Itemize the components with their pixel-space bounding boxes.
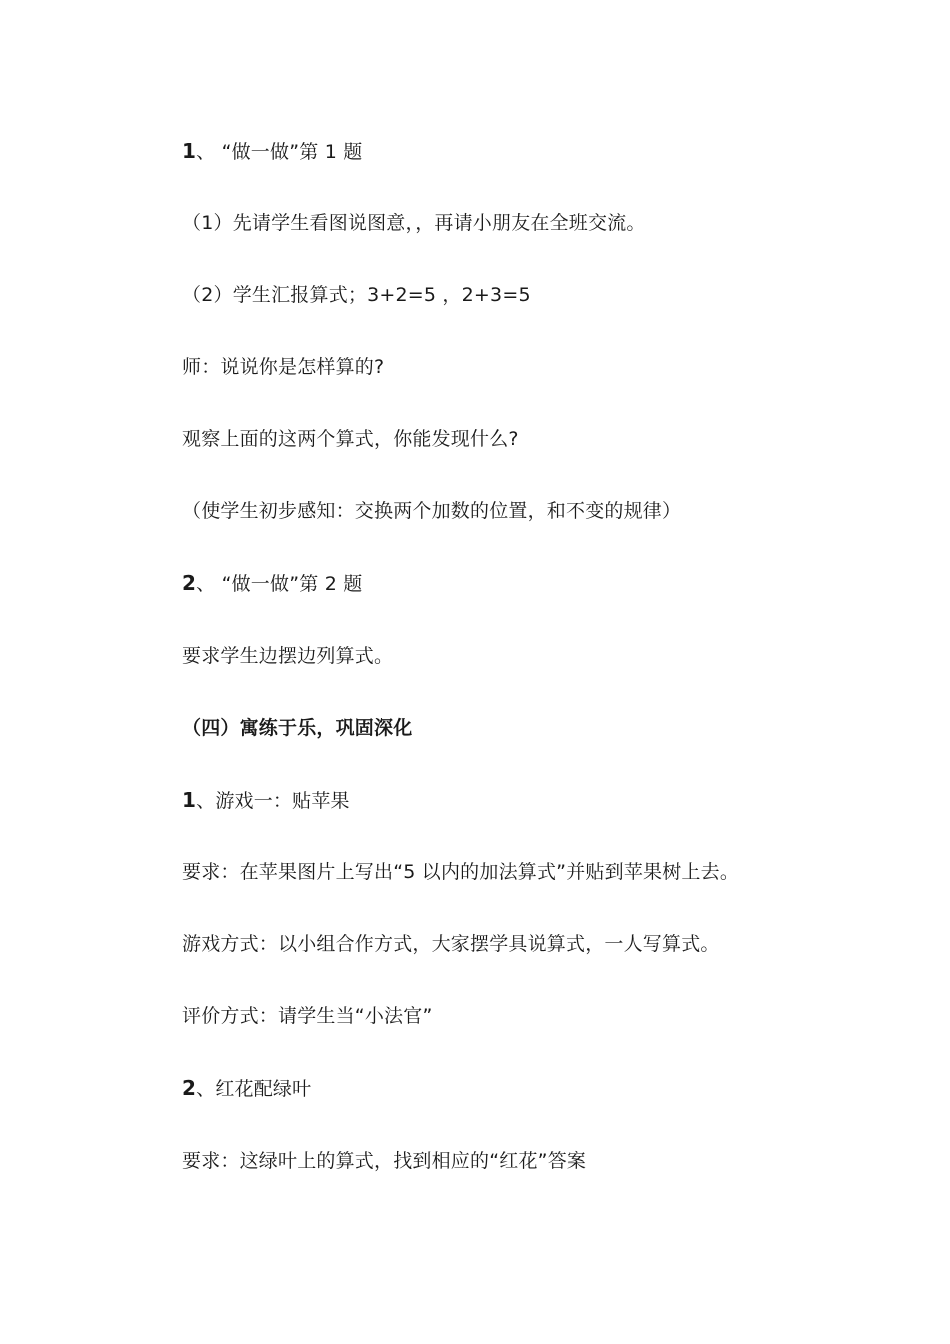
paragraph-requirement: 要求学生边摆边列算式。: [182, 645, 394, 667]
paragraph-game-1-method: 游戏方式：以小组合作方式，大家摆学具说算式，一人写算式。: [182, 933, 720, 955]
paragraph-game-1-requirement: 要求：在苹果图片上写出“5 以内的加法算式”并贴到苹果树上去。: [182, 861, 740, 883]
section-heading-four: （四）寓练于乐，巩固深化: [182, 717, 413, 739]
paragraph-game-1-evaluation: 评价方式：请学生当“小法官”: [182, 1005, 433, 1027]
paragraph-step-2: （2）学生汇报算式；3+2=5 ，2+3=5: [182, 284, 531, 306]
heading-exercise-1: [182, 138, 362, 165]
heading-game-1: [182, 787, 350, 814]
paragraph-step-1: （1）先请学生看图说图意，，再请小朋友在全班交流。: [182, 212, 646, 234]
item-number: 2: [182, 571, 197, 595]
heading-text: 、游戏一：贴苹果: [196, 790, 350, 812]
heading-text: 、 “做一做”第 1 题: [196, 141, 363, 163]
heading-text: 、红花配绿叶: [196, 1078, 312, 1100]
item-number: 1: [182, 139, 197, 163]
item-number: 2: [182, 1076, 197, 1100]
paragraph-teacher-question: 师：说说你是怎样算的?: [182, 356, 385, 378]
heading-text: 、 “做一做”第 2 题: [196, 573, 363, 595]
paragraph-perception: （使学生初步感知：交换两个加数的位置，和不变的规律）: [182, 500, 682, 522]
heading-exercise-2: [182, 570, 362, 597]
paragraph-game-2-requirement: 要求：这绿叶上的算式，找到相应的“红花”答案: [182, 1150, 587, 1172]
item-number: 1: [182, 788, 197, 812]
heading-game-2: [182, 1075, 311, 1102]
paragraph-observe: 观察上面的这两个算式，你能发现什么?: [182, 428, 519, 450]
